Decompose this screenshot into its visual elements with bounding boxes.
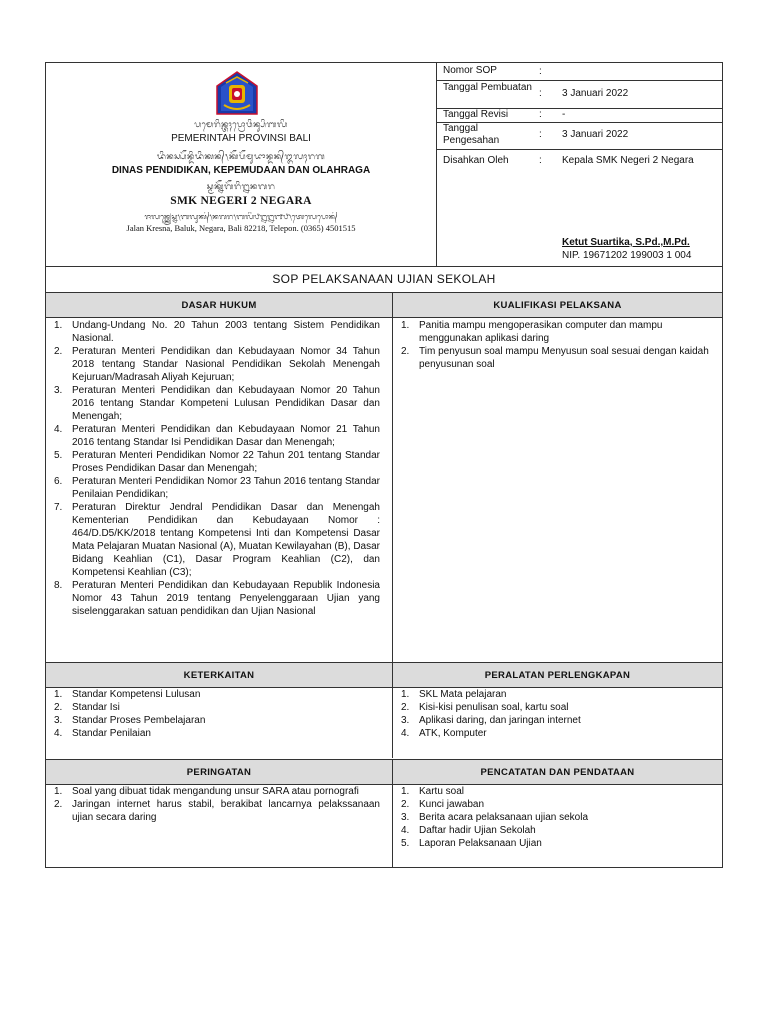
list-item-text: Daftar hadir Ujian Sekolah (419, 825, 536, 836)
school-name: SMK NEGERI 2 NEGARA (170, 195, 312, 207)
school-address: Jalan Kresna, Baluk, Negara, Bali 82218, Telepon. (0365) 4501515 (126, 223, 356, 233)
list-item-text: Peraturan Direktur Jendral Pendidikan Dasar dan Menengah Kementerian Pendidikan dan Kebudayaan Nomor : 464/D.D5/KK/2018 tentang Kompetensi Inti dan Kompetensi Dasar Mata Pelajaran Muatan Nasional (A), Muatan Kewilayahan (B), Dasar Bidang Keahlian (C1), Dasar Program Keahlian (C2), dan Kompetensi Keahlian (C3); (72, 502, 380, 578)
list-peralatan-perlengkapan (393, 688, 722, 740)
list-item-text: Peraturan Menteri Pendidikan dan Kebudayaan Nomor 21 Tahun 2016 tentang Standar Isi Pendidikan Dasar dan Menengah; (72, 424, 380, 448)
meta-row-tanggal-pengesahan (437, 122, 722, 150)
list-item (46, 579, 392, 618)
document-header (46, 63, 722, 267)
list-item-text: Standar Penilaian (72, 728, 151, 739)
list-item (393, 824, 722, 837)
list-item (393, 798, 722, 811)
list-item (393, 688, 722, 701)
section-body-pencatatan-pendataan (393, 785, 722, 867)
list-item (393, 345, 722, 371)
list-item-number: 1. (401, 320, 410, 331)
list-item-number: 4. (54, 424, 63, 435)
list-item-number: 3. (401, 715, 410, 726)
list-peringatan (46, 785, 392, 824)
list-item (393, 811, 722, 824)
list-item-number: 2. (401, 702, 410, 713)
list-item-text: Peraturan Menteri Pendidikan Nomor 22 Tahun 201 tentang Standar Proses Pendidikan Dasar dan Menengah; (72, 450, 380, 474)
list-item-number: 3. (54, 385, 63, 396)
tanggal-pembuatan-value: 3 Januari 2022 (562, 88, 629, 99)
list-item (46, 501, 392, 579)
list-item-text: Standar Isi (72, 702, 120, 713)
meta-row-tanggal-pembuatan (437, 80, 722, 109)
list-item-number: 3. (401, 812, 410, 823)
balinese-script-line-4: ᬚᬮᬦ᭄ᬓ᭄ᬭᬾᬲ᭄ᬦ᭞ᬩᬮᬸᬓ᭄᭞ᬦᬕᬭ᭞ᬩᬮᬶ᭘᭒᭒᭑᭘᭞ᬢᬾᬮᬾᬧᭀᬦ᭄ (144, 212, 338, 221)
list-item-number: 1. (401, 786, 410, 797)
balinese-script-line-3: ᬲ᭄ᬫᬓ᭄ᬦᭂᬕᭂᬭᬶ᭒ᬦᬕᬭ (206, 182, 276, 192)
list-item-text: Tim penyusun soal mampu Menyusun soal sesuai dengan kaidah penyusunan soal (419, 346, 709, 370)
disahkan-oleh-value: Kepala SMK Negeri 2 Negara (562, 155, 694, 166)
letterhead (46, 63, 437, 266)
sop-document (45, 62, 723, 868)
tanggal-pembuatan-label: Tanggal Pembuatan (443, 82, 532, 93)
section-heading-pencatatan-pendataan: PENCATATAN DAN PENDATAAN (393, 759, 722, 785)
list-item-text: Kartu soal (419, 786, 465, 797)
list-item-number: 3. (54, 715, 63, 726)
list-item-number: 5. (54, 450, 63, 461)
tanggal-pengesahan-value: 3 Januari 2022 (562, 129, 629, 140)
list-item (393, 319, 722, 345)
list-item (46, 798, 392, 824)
list-item (393, 701, 722, 714)
list-item (393, 837, 722, 850)
nomor-sop-label: Nomor SOP (443, 65, 497, 76)
list-item-text: SKL Mata pelajaran (419, 689, 507, 700)
list-item-number: 2. (54, 702, 63, 713)
list-item-text: ATK, Komputer (419, 728, 487, 739)
list-item (46, 475, 392, 501)
list-item (46, 449, 392, 475)
list-item-number: 1. (54, 320, 63, 331)
list-item (46, 688, 392, 701)
list-item-text: Peraturan Menteri Pendidikan dan Kebudayaan Nomor 20 Tahun 2016 tentang Standar Kompeteni Lulusan Pendidikan Dasar dan Menengah; (72, 385, 380, 422)
list-item (393, 727, 722, 740)
signer-nip: NIP. 19671202 199003 1 004 (562, 250, 692, 261)
list-item (46, 785, 392, 798)
section-heading-dasar-hukum: DASAR HUKUM (46, 292, 393, 318)
tanggal-revisi-colon: : (539, 109, 542, 120)
list-item-text: Laporan Pelaksanaan Ujian (419, 838, 542, 849)
meta-row-nomor-sop (437, 63, 722, 81)
disahkan-oleh-label: Disahkan Oleh (443, 155, 509, 166)
province-name: PEMERINTAH PROVINSI BALI (171, 133, 311, 144)
list-item (46, 423, 392, 449)
sop-metadata (437, 63, 722, 266)
section-heading-peringatan: PERINGATAN (46, 759, 393, 785)
list-item-text: Aplikasi daring, dan jaringan internet (419, 715, 581, 726)
list-keterkaitan (46, 688, 392, 740)
list-item-number: 8. (54, 580, 63, 591)
document-title: SOP PELAKSANAAN UJIAN SEKOLAH (46, 266, 722, 293)
section-heading-peralatan-perlengkapan: PERALATAN PERLENGKAPAN (393, 662, 722, 688)
balinese-script-line-1: ᬧᬫᬾᬭᬶᬦ᭄ᬢᬄᬧ᭄ᬭᭀᬯᬶᬦ᭄ᬲᬶᬩᬮᬶ (194, 120, 288, 130)
list-item-text: Kunci jawaban (419, 799, 485, 810)
balinese-script-line-2: ᬤᬶᬦᬲ᭄ᬧᭂᬦ᭄ᬤᬶᬤᬶᬓᬦ᭄᭞ᬓᭂᬧᭂᬫᬸᬤᬵᬦ᭄ᬤᬦ᭄ᬑᬮᬄᬭᬕ (156, 152, 326, 162)
section-body-peringatan (46, 785, 393, 867)
list-item-number: 4. (401, 825, 410, 836)
list-item (393, 714, 722, 727)
list-item-number: 7. (54, 502, 63, 513)
list-item-text: Jaringan internet harus stabil, berakibat lancarnya pelakssanaan ujian secara daring (72, 799, 380, 823)
list-item-text: Berita acara pelaksanaan ujian sekola (419, 812, 588, 823)
section-body-kualifikasi-pelaksana (393, 318, 722, 663)
list-item-text: Standar Kompetensi Lulusan (72, 689, 201, 700)
list-item-text: Standar Proses Pembelajaran (72, 715, 206, 726)
list-item-text: Peraturan Menteri Pendidikan dan Kebudayaan Republik Indonesia Nomor 43 Tahun 2019 tentang Penyelenggaraan Ujian yang siselenggarakan satuan pendidikan dan Ujian Nasional (72, 580, 380, 617)
section-heading-keterkaitan: KETERKAITAN (46, 662, 393, 688)
list-item (46, 714, 392, 727)
list-item-number: 2. (54, 346, 63, 357)
list-item-text: Undang-Undang No. 20 Tahun 2003 tentang Sistem Pendidikan Nasional. (72, 320, 380, 344)
list-item-text: Peraturan Menteri Pendidikan dan Kebudayaan Nomor 34 Tahun 2018 tentang Standar Nasional Pendidikan Sekolah Menengah Kejuruan/Madrasah Aliyah Kejuruan; (72, 346, 380, 383)
list-item-number: 5. (401, 838, 410, 849)
list-item-text: Panitia mampu mengoperasikan computer dan mampu menggunakan aplikasi daring (419, 320, 663, 344)
list-pencatatan-pendataan (393, 785, 722, 850)
tanggal-pengesahan-colon: : (539, 129, 542, 140)
list-item (46, 319, 392, 345)
list-item-text: Peraturan Menteri Pendidikan Nomor 23 Tahun 2016 tentang Standar Penilaian Pendidikan; (72, 476, 380, 500)
section-heading-kualifikasi-pelaksana: KUALIFIKASI PELAKSANA (393, 292, 722, 318)
list-item-number: 6. (54, 476, 63, 487)
list-item-number: 2. (401, 346, 410, 357)
list-item-number: 1. (54, 786, 63, 797)
disahkan-oleh-colon: : (539, 155, 542, 166)
agency-name: DINAS PENDIDIKAN, KEPEMUDAAN DAN OLAHRAGA (111, 165, 371, 176)
list-item (46, 727, 392, 740)
section-body-dasar-hukum (46, 318, 393, 662)
tanggal-pengesahan-label: Tanggal Pengesahan (443, 123, 500, 146)
list-item-number: 2. (54, 799, 63, 810)
tanggal-pembuatan-colon: : (539, 88, 542, 99)
bali-province-emblem-icon (216, 71, 258, 115)
list-item-number: 1. (401, 689, 410, 700)
nomor-sop-colon: : (539, 66, 542, 77)
section-body-keterkaitan (46, 688, 393, 758)
signer-name: Ketut Suartika, S.Pd.,M.Pd. (562, 237, 690, 248)
list-kualifikasi-pelaksana (393, 319, 722, 371)
tanggal-revisi-value: - (562, 109, 566, 120)
list-item-text: Soal yang dibuat tidak mengandung unsur SARA atau pornografi (72, 786, 359, 797)
list-item (393, 785, 722, 798)
list-dasar-hukum (46, 319, 392, 618)
list-item (46, 701, 392, 714)
section-body-peralatan-perlengkapan (393, 688, 722, 758)
list-item-number: 4. (401, 728, 410, 739)
list-item-number: 4. (54, 728, 63, 739)
list-item-text: Kisi-kisi penulisan soal, kartu soal (419, 702, 569, 713)
list-item (46, 345, 392, 384)
list-item-number: 1. (54, 689, 63, 700)
tanggal-revisi-label: Tanggal Revisi (443, 109, 509, 120)
meta-row-tanggal-revisi (437, 108, 722, 123)
list-item (46, 384, 392, 423)
list-item-number: 2. (401, 799, 410, 810)
